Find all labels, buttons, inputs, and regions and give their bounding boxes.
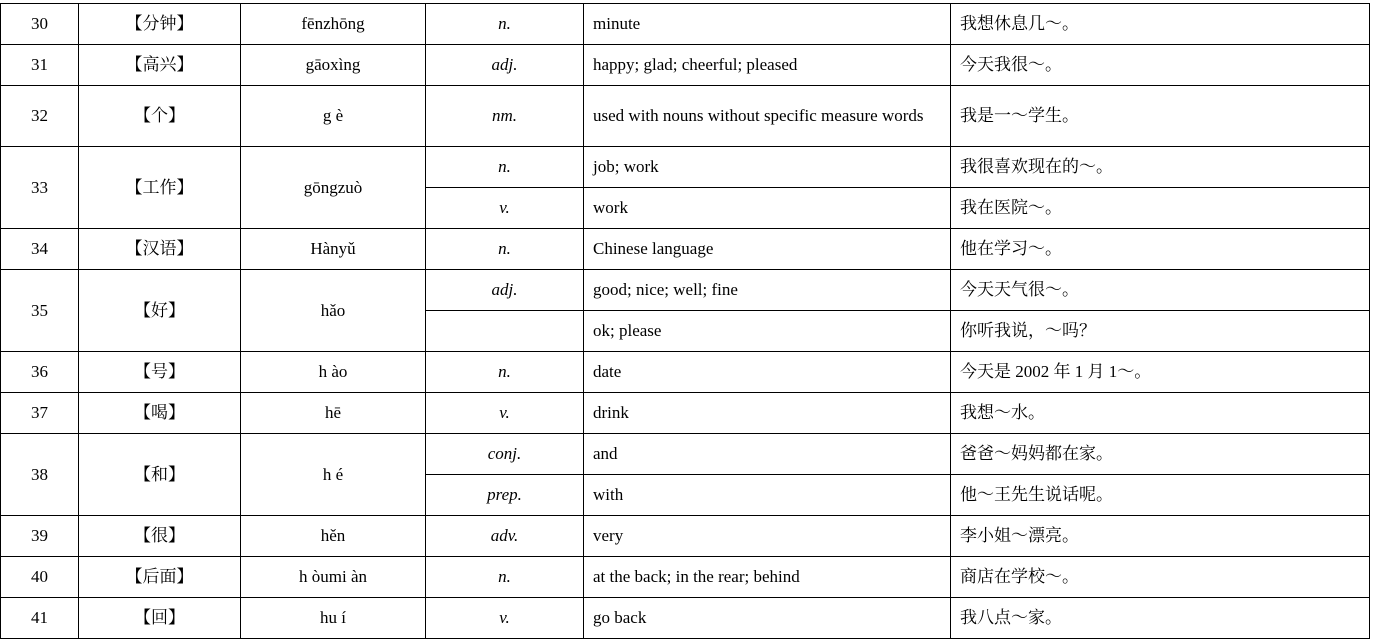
entry-example: 我很喜欢现在的～。 [951,147,1370,188]
table-row [1,86,1370,147]
table-row [1,229,1370,270]
entry-part-of-speech: conj. [426,434,584,475]
entry-example: 今天天气很～。 [951,270,1370,311]
entry-example: 商店在学校～。 [951,557,1370,598]
entry-word: 【后面】 [79,557,241,598]
entry-part-of-speech: n. [426,229,584,270]
entry-pinyin: h é [241,434,426,516]
entry-pinyin: hu í [241,598,426,639]
entry-part-of-speech: adv. [426,516,584,557]
entry-number: 38 [1,434,79,516]
entry-part-of-speech [426,311,584,352]
entry-example: 爸爸～妈妈都在家。 [951,434,1370,475]
entry-number: 35 [1,270,79,352]
table-row [1,4,1370,45]
entry-number: 34 [1,229,79,270]
entry-definition: go back [584,598,951,639]
entry-word: 【高兴】 [79,45,241,86]
entry-word: 【分钟】 [79,4,241,45]
entry-number: 36 [1,352,79,393]
entry-part-of-speech: n. [426,557,584,598]
entry-definition: job; work [584,147,951,188]
entry-word: 【回】 [79,598,241,639]
entry-word: 【很】 [79,516,241,557]
entry-number: 31 [1,45,79,86]
entry-definition: at the back; in the rear; behind [584,557,951,598]
entry-example: 今天是 2002 年 1 月 1～。 [951,352,1370,393]
entry-number: 37 [1,393,79,434]
vocabulary-table [0,3,1370,639]
entry-part-of-speech: v. [426,393,584,434]
entry-definition: used with nouns without specific measure words [584,86,951,147]
entry-part-of-speech: adj. [426,270,584,311]
entry-example: 我是一～学生。 [951,86,1370,147]
entry-pinyin: fēnzhōng [241,4,426,45]
table-row [1,393,1370,434]
entry-definition: Chinese language [584,229,951,270]
vocabulary-table-body [1,4,1370,639]
table-row [1,270,1370,311]
entry-definition: minute [584,4,951,45]
entry-definition: happy; glad; cheerful; pleased [584,45,951,86]
entry-number: 41 [1,598,79,639]
entry-example: 他～王先生说话呢。 [951,475,1370,516]
entry-example: 我想～水。 [951,393,1370,434]
entry-pinyin: hěn [241,516,426,557]
entry-part-of-speech: adj. [426,45,584,86]
entry-word: 【个】 [79,86,241,147]
entry-pinyin: gāoxìng [241,45,426,86]
entry-number: 33 [1,147,79,229]
entry-pinyin: hē [241,393,426,434]
entry-pinyin: h ào [241,352,426,393]
entry-number: 32 [1,86,79,147]
table-row [1,516,1370,557]
entry-definition: drink [584,393,951,434]
entry-part-of-speech: v. [426,188,584,229]
entry-number: 40 [1,557,79,598]
entry-word: 【汉语】 [79,229,241,270]
entry-part-of-speech: n. [426,4,584,45]
entry-definition: date [584,352,951,393]
entry-pinyin: hǎo [241,270,426,352]
table-row [1,352,1370,393]
table-row [1,434,1370,475]
entry-pinyin: Hànyǔ [241,229,426,270]
entry-example: 你听我说，～吗？ [951,311,1370,352]
entry-definition: ok; please [584,311,951,352]
entry-definition: work [584,188,951,229]
entry-example: 今天我很～。 [951,45,1370,86]
entry-pinyin: h òumi àn [241,557,426,598]
entry-example: 他在学习～。 [951,229,1370,270]
entry-part-of-speech: n. [426,147,584,188]
entry-definition: with [584,475,951,516]
entry-part-of-speech: nm. [426,86,584,147]
table-row [1,45,1370,86]
entry-pinyin: g è [241,86,426,147]
entry-part-of-speech: n. [426,352,584,393]
table-row [1,557,1370,598]
entry-example: 李小姐～漂亮。 [951,516,1370,557]
entry-number: 39 [1,516,79,557]
entry-part-of-speech: v. [426,598,584,639]
entry-pinyin: gōngzuò [241,147,426,229]
table-row [1,598,1370,639]
entry-example: 我想休息几～。 [951,4,1370,45]
entry-number: 30 [1,4,79,45]
table-row [1,147,1370,188]
entry-definition: very [584,516,951,557]
entry-definition: and [584,434,951,475]
entry-definition: good; nice; well; fine [584,270,951,311]
entry-word: 【好】 [79,270,241,352]
entry-word: 【喝】 [79,393,241,434]
entry-word: 【工作】 [79,147,241,229]
entry-part-of-speech: prep. [426,475,584,516]
entry-example: 我在医院～。 [951,188,1370,229]
entry-example: 我八点～家。 [951,598,1370,639]
entry-word: 【号】 [79,352,241,393]
entry-word: 【和】 [79,434,241,516]
